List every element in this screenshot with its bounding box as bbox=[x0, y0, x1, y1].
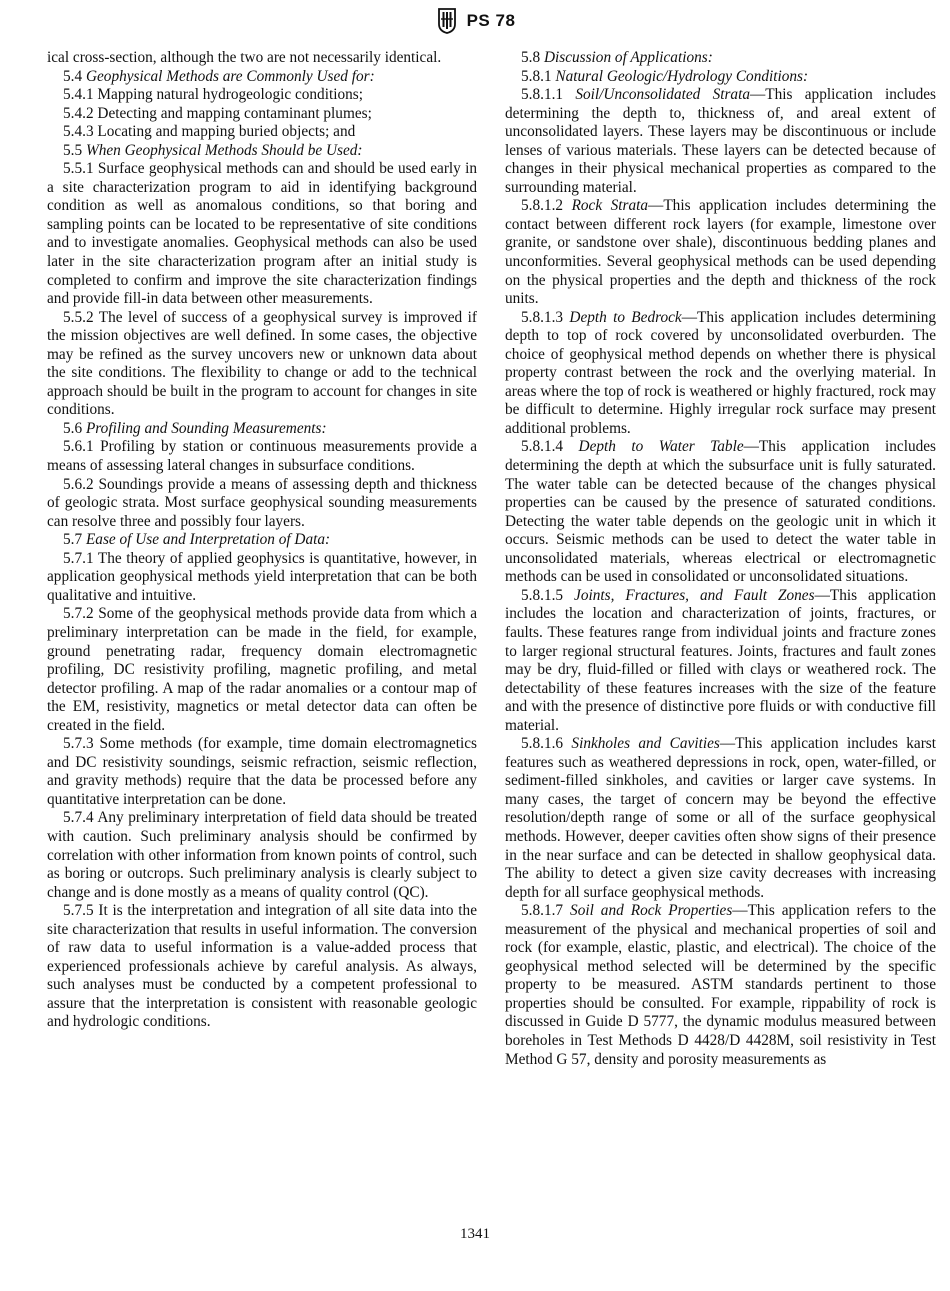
section-title: When Geophysical Methods Should be Used: bbox=[85, 141, 363, 159]
section-number: 5.6.2 bbox=[63, 475, 99, 493]
paragraph bbox=[505, 587, 936, 735]
section-title: Profiling and Sounding Measurements: bbox=[85, 419, 327, 437]
section-number: 5.7.5 bbox=[63, 902, 99, 920]
section-number: 5.8.1.2 bbox=[521, 197, 572, 215]
section-title: Ease of Use and Interpretation of Data: bbox=[85, 531, 331, 549]
section-number: 5.4 bbox=[63, 67, 86, 85]
paragraph-text: —This application includes determining depth to top of rock covered by unconsolidated overburden. The choice of geophysical method depends on whether there is physical property contrast between the rock and the overlying material. In areas where the top of rock is weathered or highly fractured, rock may be difficult to determine. Highly irregular rock surface may present additional problems. bbox=[505, 308, 936, 437]
paragraph-text: Any preliminary interpretation of field data should be treated with caution. Such preliminary analysis should be confirmed by correlation with other information from known points of control, such as boring or outcrops. Such preliminary analysis is clearly subject to change and is done mostly as a means of quality control (QC). bbox=[47, 809, 477, 901]
section-number: 5.8.1 bbox=[521, 67, 556, 85]
page-number: 1341 bbox=[460, 1226, 490, 1242]
left-text-column bbox=[47, 49, 477, 1032]
paragraph bbox=[47, 105, 477, 124]
paragraph bbox=[505, 49, 936, 68]
paragraph bbox=[47, 160, 477, 308]
paragraph-text: Soundings provide a means of assessing depth and thickness of geologic strata. Most surface geophysical sounding measurements can resolve three and possibly four layers. bbox=[47, 475, 477, 530]
section-number: 5.8.1.3 bbox=[521, 308, 570, 326]
paragraph-text: Some of the geophysical methods provide data from which a preliminary interpretation can be made in the field, for example, ground penetrating radar, frequency domain electromagnetic profiling, DC resistivity profiling, magnetic profiling, and metal detector profiling. A map of the radar anomalies or a contour map of the EM, resistivity, magnetics or metal detector data can often be created in the field. bbox=[47, 605, 477, 734]
section-title: Depth to Water Table bbox=[578, 438, 744, 456]
document-id: PS 78 bbox=[466, 11, 516, 30]
section-title: Joints, Fractures, and Fault Zones bbox=[574, 586, 815, 604]
section-title: Natural Geologic/Hydrology Conditions: bbox=[555, 67, 809, 85]
paragraph bbox=[47, 809, 477, 902]
paragraph-text: ical cross-section, although the two are not necessarily identical. bbox=[47, 49, 442, 66]
paragraph-text: The level of success of a geophysical survey is improved if the mission objectives are well defined. In some cases, the objective may be refined as the survey uncovers new or unknown data about the site conditions. The flexibility to change or add to the technical approach should be built in the program to account for changes in site conditions. bbox=[47, 308, 477, 419]
section-number: 5.7.4 bbox=[63, 809, 98, 827]
paragraph bbox=[47, 902, 477, 1032]
paragraph-text: It is the interpretation and integration of all site data into the site characterization that results in useful information. The conversion of raw data to useful information is a value-added process that experienced professionals achieve by careful analysis. As always, such analyses must be conducted by a competent professional to assure that the interpretation is consistent with reasonable geologic and hydrologic conditions. bbox=[47, 902, 477, 1031]
paragraph bbox=[505, 438, 936, 586]
section-title: Rock Strata bbox=[571, 197, 649, 215]
paragraph bbox=[505, 735, 936, 902]
section-title: Geophysical Methods are Commonly Used for: bbox=[85, 67, 375, 85]
paragraph-text: —This application includes the location and characterization of joints, fractures, or faults. These features range from individual joints and fracture zones to larger regional structural features. Joints, fractures and fault zones may be dry, fluid-filled or filled with clays or weathered rock. The detectability of these features increases with the size of the feature and with the presence of distinctive pore fluids or with conductive fill material. bbox=[505, 586, 936, 734]
paragraph-text: Surface geophysical methods can and should be used early in a site characterization program to aid in identifying background condition as well as anomalous conditions, so that boring and sampling points can be located to be representative of site conditions and to investigate anomalies. Geophysical methods can also be used later in the site characterization program after an initial study is completed to confirm and improve the site characterization findings and provide fill-in data between other measurements. bbox=[47, 160, 477, 308]
paragraph-text: Detecting and mapping contaminant plumes; bbox=[97, 104, 372, 122]
paragraph bbox=[47, 531, 477, 550]
section-number: 5.4.1 bbox=[63, 86, 98, 104]
section-number: 5.8 bbox=[521, 49, 544, 66]
paragraph bbox=[47, 476, 477, 532]
paragraph bbox=[47, 735, 477, 809]
paragraph-text: The theory of applied geophysics is quantitative, however, in application geophysical methods yield interpretation that can be both qualitative and intuitive. bbox=[47, 549, 477, 604]
section-number: 5.4.2 bbox=[63, 104, 98, 122]
section-number: 5.7.2 bbox=[63, 605, 99, 623]
astm-logo-icon bbox=[435, 8, 459, 34]
section-number: 5.8.1.6 bbox=[521, 735, 572, 753]
paragraph bbox=[47, 438, 477, 475]
section-number: 5.4.3 bbox=[63, 123, 98, 141]
section-title: Soil and Rock Properties bbox=[570, 902, 733, 920]
paragraph-text: —This application includes karst features such as weathered depressions in rock, open, water-filled, or sediment-filled sinkholes, and cavities or larger cave systems. In many cases, the target of concern may be beyond the effective resolution/depth range of some or all of the surface geophysical methods. However, deeper cavities often show signs of their presence in the near surface and can be detected in shallow geophysical data. The ability to detect a given size cavity decreases with increasing depth for all surface geophysical methods. bbox=[505, 735, 937, 901]
paragraph bbox=[505, 68, 936, 87]
section-number: 5.5 bbox=[63, 141, 86, 159]
paragraph bbox=[47, 605, 477, 735]
section-number: 5.8.1.4 bbox=[521, 438, 579, 456]
paragraph-text: Some methods (for example, time domain electromagnetics and DC resistivity soundings, seismic refraction, seismic reflection, and gravity methods) require that the data be processed before any quantitative interpretation can be done. bbox=[47, 735, 477, 808]
section-number: 5.5.2 bbox=[63, 308, 99, 326]
paragraph bbox=[505, 197, 936, 308]
section-number: 5.7.1 bbox=[63, 549, 98, 567]
paragraph bbox=[505, 902, 936, 1069]
paragraph-text: Profiling by station or continuous measurements provide a means of assessing lateral changes in subsurface conditions. bbox=[47, 438, 478, 475]
section-number: 5.8.1.1 bbox=[521, 86, 576, 104]
section-title: Discussion of Applications: bbox=[543, 49, 713, 66]
paragraph bbox=[505, 309, 936, 439]
section-title: Depth to Bedrock bbox=[569, 308, 682, 326]
section-title: Sinkholes and Cavities bbox=[571, 735, 720, 753]
section-number: 5.6.1 bbox=[63, 438, 101, 456]
paragraph-text: —This application includes determining the depth at which the subsurface unit is fully saturated. The water table can be detected because of the changes physical properties can be caused by the presence of saturated conditions. Detecting the water table depends on the geologic unit in which it occurs. Seismic methods can be used to detect the water table in unconsolidated materials, whereas electrical or electromagnetic methods can be used in consolidated or unconsolidated situations. bbox=[505, 438, 936, 586]
paragraph bbox=[47, 123, 477, 142]
paragraph bbox=[47, 309, 477, 420]
paragraph-text: Mapping natural hydrogeologic conditions; bbox=[97, 86, 363, 104]
paragraph bbox=[47, 420, 477, 439]
right-text-column bbox=[505, 49, 936, 1069]
paragraph bbox=[505, 86, 936, 197]
paragraph-text: —This application includes determining the depth to, thickness of, and areal extent of unconsolidated layers. These layers may be discontinuous or include lenses of various materials. These layers can be detected because of changes in their physical mechanical properties as compared to the surrounding material. bbox=[505, 86, 936, 196]
paragraph bbox=[47, 86, 477, 105]
section-number: 5.7.3 bbox=[63, 735, 100, 753]
paragraph-text: —This application includes determining the contact between different rock layers (for example, limestone over granite, or sandstone over shale), discontinuous bedding planes and unconformities. Several geophysical methods can be used depending on the physical properties and the depth and thickness of the rock units. bbox=[505, 197, 937, 308]
section-number: 5.8.1.7 bbox=[521, 902, 571, 920]
section-number: 5.8.1.5 bbox=[521, 586, 575, 604]
paragraph bbox=[47, 550, 477, 606]
section-number: 5.7 bbox=[63, 531, 86, 549]
paragraph bbox=[47, 49, 477, 68]
page-header bbox=[0, 6, 950, 36]
section-number: 5.5.1 bbox=[63, 160, 98, 178]
paragraph bbox=[47, 68, 477, 87]
paragraph-text: —This application refers to the measurement of the physical and mechanical properties of soil and rock (for example, elastic, plastic, and electrical). The choice of the geophysical method selected will be determined by the specific property to be measured. ASTM standards pertinent to those properties should be consulted. For example, rippability of rock is discussed in Guide D 5777, the dynamic modulus measured between boreholes in Test Methods D 4428/D 4428M, soil resistivity in Test Method G 57, density and porosity measurements as bbox=[505, 902, 937, 1068]
paragraph-text: Locating and mapping buried objects; and bbox=[97, 123, 356, 141]
section-title: Soil/Unconsolidated Strata bbox=[575, 86, 750, 104]
paragraph bbox=[47, 142, 477, 161]
section-number: 5.6 bbox=[63, 419, 86, 437]
